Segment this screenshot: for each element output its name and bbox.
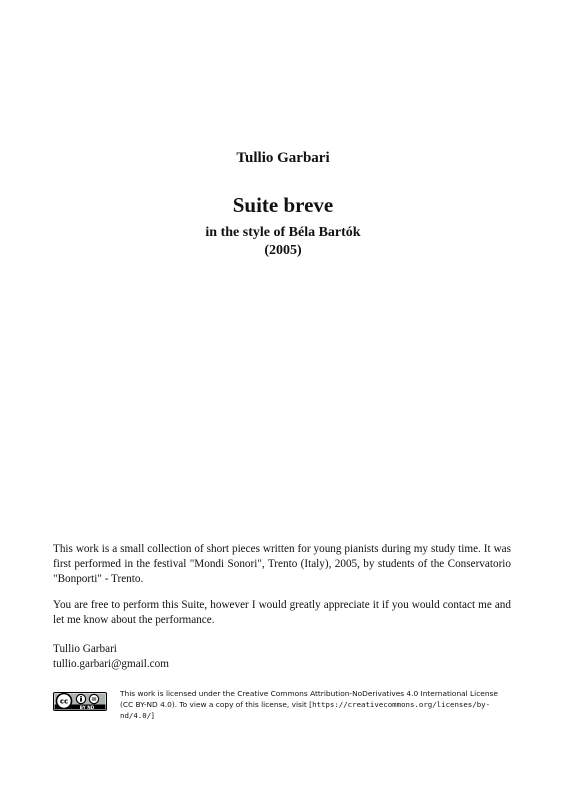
work-title: Suite breve [232, 193, 334, 217]
license-line-2 [120, 699, 520, 721]
description-paragraph: This work is a small collection of short pieces written for young pianists during my study time. It was first performed in the festival "Mondi Sonori", Trento (Italy), 2005, by students of the Conservatorio "Bonporti" - Trento. [53, 543, 511, 585]
license-line-1: This work is licensed under the Creative Commons Attribution-NoDerivatives 4.0 International License [120, 689, 498, 698]
author-name: Tullio Garbari [236, 150, 330, 166]
svg-text:cc: cc [59, 697, 69, 706]
style-subtitle: in the style of Béla Bartók [205, 225, 361, 240]
cc-by-nd-license-icon [53, 692, 107, 711]
license-line-2-suffix: ] [151, 711, 155, 720]
license-url-link[interactable]: https://creativecommons.org/licenses/by-nd/4.0/ [120, 700, 491, 720]
composition-year: (2005) [264, 243, 302, 258]
license-line-2-prefix: (CC BY-ND 4.0). To view a copy of this license, visit [ [120, 700, 313, 709]
permission-paragraph: You are free to perform this Suite, however I would greatly appreciate it if you would contact me and let me know about the performance. [53, 599, 511, 626]
license-text [120, 688, 520, 721]
subtitle-block [0, 224, 566, 260]
signature-block [53, 642, 511, 672]
license-footer [53, 688, 523, 728]
signature-email: tullio.garbari@gmail.com [53, 658, 169, 670]
signature-name: Tullio Garbari [53, 643, 117, 655]
license-badge-label: BY ND [79, 705, 95, 711]
